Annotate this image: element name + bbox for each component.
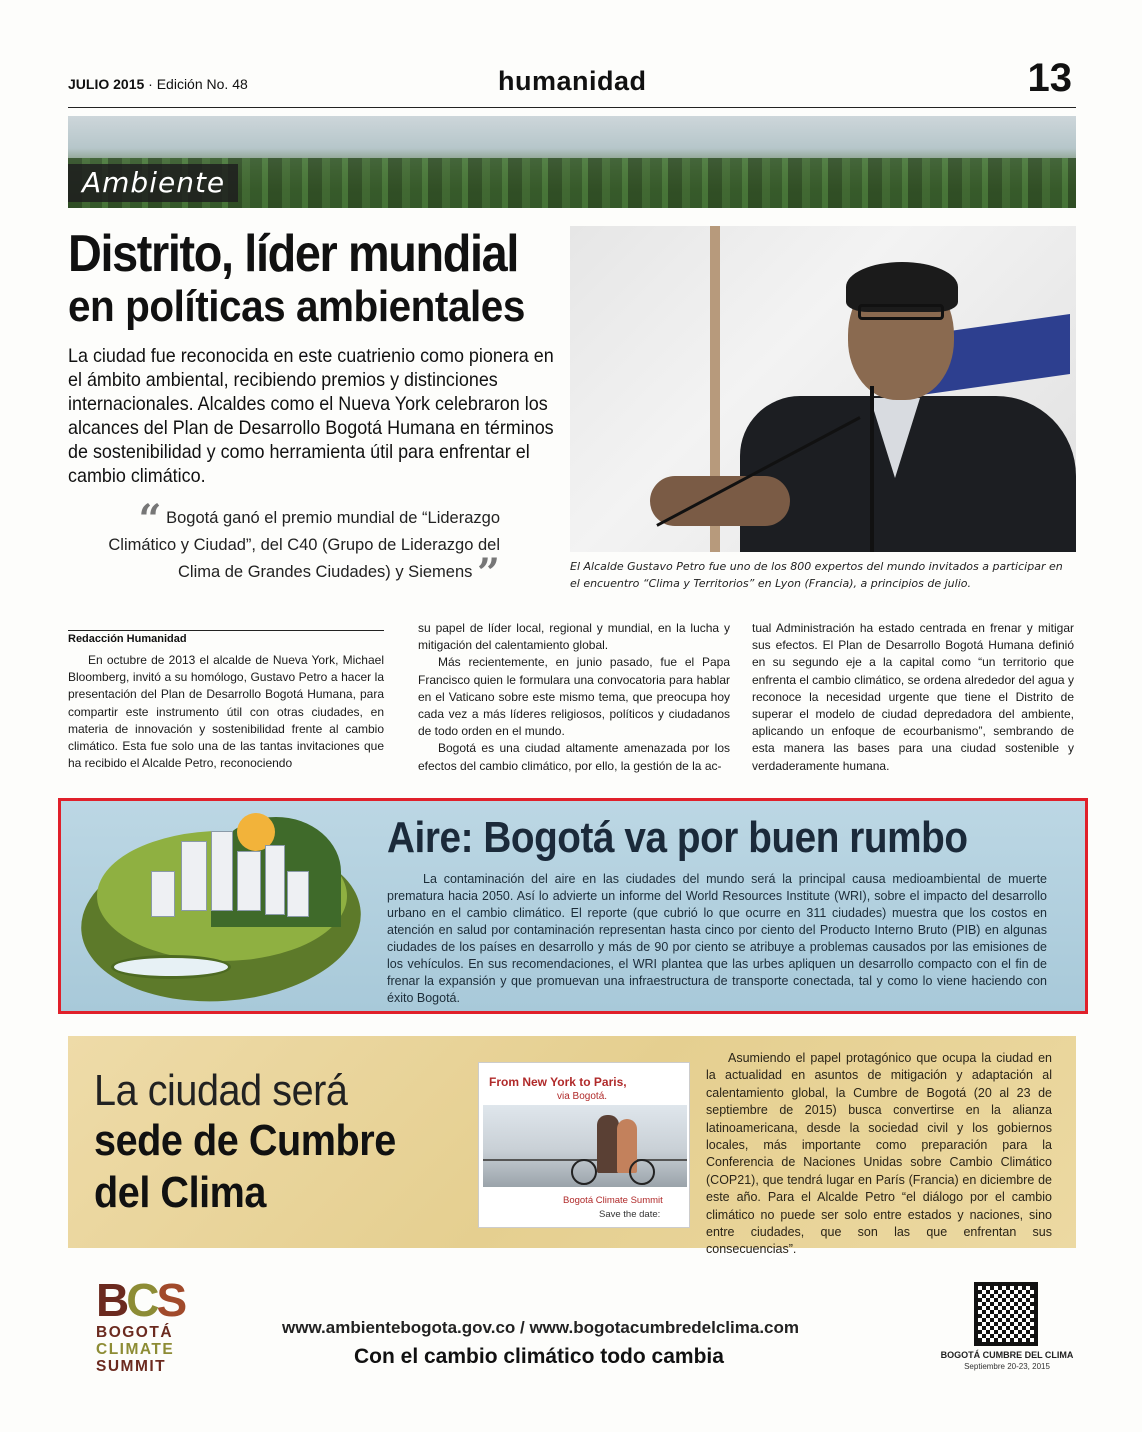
logo-line-summit: SUMMIT (96, 1358, 167, 1375)
poster-save-date: Save the date: (599, 1209, 661, 1220)
building-icon (287, 871, 309, 917)
poster-person (597, 1115, 619, 1173)
article-paragraph: Bogotá es una ciudad altamente amenazada por los efectos del cambio climático, por ello, la gestión de la ac- (418, 741, 730, 773)
qr-date: Septiembre 20-23, 2015 (964, 1362, 1050, 1371)
bicycle-wheel-icon (629, 1159, 655, 1185)
cumbre-headline-line1: La ciudad será (94, 1066, 348, 1115)
microphone-stand (870, 386, 874, 552)
article-paragraph: su papel de líder local, regional y mundial, en la lucha y mitigación del calentamiento global. (418, 621, 730, 653)
pull-quote-text: Bogotá ganó el premio mundial de “Liderazgo Climático y Ciudad”, del C40 (Grupo de Liderazgo del Clima de Grandes Ciudades) y Siemens (108, 509, 500, 581)
section-name: humanidad (498, 66, 647, 96)
aire-headline-rest: Bogotá va por buen rumbo (483, 813, 968, 862)
aire-headline (387, 813, 968, 863)
footer-slogan: Con el cambio climático todo cambia (354, 1345, 724, 1368)
section-tag: Ambiente (68, 164, 238, 202)
bcs-logo (96, 1276, 216, 1375)
article-headline-light: en políticas ambientales (68, 282, 525, 331)
edition-date (68, 76, 248, 92)
masthead (68, 56, 1076, 108)
logo-letter-s: S (156, 1274, 185, 1326)
cumbre-body: Asumiendo el papel protagónico que ocupa la ciudad en la actualidad en asuntos de mitigación y adaptación al calentamiento global, la Cumbre de Bogotá (20 al 23 de septiembre de 2015) busca convertirse en la alianza latinoamericana, desde la sociedad civil y los gobiernos locales, más importante como preparación para la Conferencia de Naciones Unidas sobre Cambio Climático (COP21), que tendrá lugar en París (Francia) en diciembre de este año. Para el Alcalde Petro “el diálogo por el cambio climático no puede ser solo entre estados y naciones, sino entre ciudades, que son las que enfrentan sus consecuencias”. (706, 1051, 1052, 1257)
article-headline-bold: Distrito, líder mundial (68, 225, 518, 283)
lake-icon (111, 955, 231, 979)
article-column-2 (418, 620, 730, 775)
article-paragraph: En octubre de 2013 el alcalde de Nueva York, Michael Bloomberg, invitó a su homólogo, Gustavo Petro a hacer la presentación del Plan de Desarrollo Bogotá Humana, para compartir este instrumento útil con otras ciudades, en materia de innovación y sostenibilidad frente al cambio climático. Esta fue solo una de las tantas invitaciones que ha recibido el Alcalde Petro, reconociendo (68, 653, 384, 771)
quote-close-icon: ” (476, 550, 500, 597)
qr-label: BOGOTÁ CUMBRE DEL CLIMA (940, 1350, 1074, 1360)
qr-code-icon[interactable] (974, 1282, 1038, 1346)
article-column-1 (68, 652, 384, 772)
logo-line-bogota: BOGOTÁ (96, 1324, 174, 1341)
cumbre-sidebar (68, 1036, 1076, 1257)
aire-sidebar (58, 798, 1088, 1014)
photo-speaker-glasses (858, 304, 944, 320)
logo-letter-b: B (96, 1274, 127, 1326)
building-icon (151, 871, 175, 917)
summit-poster (478, 1062, 690, 1228)
article-paragraph: tual Administración ha estado centrada en frenar y mitigar sus efectos. El Plan de Desarrollo Bogotá Humana definió en su segundo eje a la capital como “un territorio que enfrenta el cambio climático, se ordena alrededor del agua y reconoce la necesidad urgente que tiene el Distrito de superar el modelo de ciudad depredadora del ambiente, aplicando un enfoque de ecourbanismo”, sembrando de esta manera las bases para una ciudad sostenible y verdaderamente humana. (752, 621, 1074, 773)
bicycle-wheel-icon (571, 1159, 597, 1185)
logo-line-climate: CLIMATE (96, 1341, 175, 1358)
section-banner (68, 116, 1076, 208)
issue-month: JULIO 2015 (68, 76, 145, 92)
mayor-photo (570, 226, 1076, 552)
logo-letter-c: C (126, 1274, 157, 1326)
quote-open-icon: “ (138, 496, 162, 543)
cumbre-headline-line2: sede de Cumbre (94, 1116, 396, 1165)
building-icon (265, 845, 285, 915)
article-paragraph: Más recientemente, en junio pasado, fue el Papa Francisco quien le formulara una convocatoria para hablar en el Vaticano sobre este mismo tema, que preocupa hoy cada vez a más líderes religiosos, políticos y ciudadanos de todo orden en el mundo. (418, 655, 730, 739)
poster-event: Bogotá Climate Summit (563, 1195, 663, 1206)
building-icon (181, 841, 207, 911)
photo-caption: El Alcalde Gustavo Petro fue uno de los 800 expertos del mundo invitados a participar en el encuentro “Clima y Territorios” en Lyon (Francia), a principios de julio. (570, 560, 1063, 590)
bcs-logo-mark (96, 1276, 216, 1324)
issue-edition: · Edición No. 48 (148, 76, 248, 92)
article-byline: Redacción Humanidad (68, 630, 384, 645)
article-column-3 (752, 620, 1074, 775)
building-icon (211, 831, 233, 911)
pull-quote (100, 496, 500, 597)
footer-urls[interactable]: www.ambientebogota.gov.co / www.bogotacumbredelclima.com (282, 1318, 799, 1337)
poster-title: From New York to Paris, (489, 1075, 627, 1089)
aire-headline-bold: Aire: (387, 813, 474, 862)
aire-body: La contaminación del aire en las ciudades del mundo será la principal causa medioambiental de muerte prematura hacia 2050. Así lo advierte un informe del World Resources Institute (WRI), sobre el impacto del desarrollo urbano en el cambio climático. El reporte (que cubrió lo que ocurre en 311 ciudades) muestra que los costos en atención en salud por contaminación representan hasta cinco por ciento del Producto Interno Bruto (PIB) en algunas ciudades de los países en desarrollo y más de 90 por ciento se atribuye a problemas causados por las emisiones de los vehículos. En sus recomendaciones, el WRI plantea que las urbes apliquen un desarrollo compacto con el fin de frenar la expansión y que promuevan una infraestructura de transporte conectada, tal y como lo viene haciendo con éxito Bogotá. (387, 872, 1047, 1005)
building-icon (237, 851, 261, 911)
cumbre-headline-line3: del Clima (94, 1168, 267, 1217)
article-lede: La ciudad fue reconocida en este cuatrienio como pionera en el ámbito ambiental, recibiendo premios y distinciones internacionales. Alcaldes como el Nueva York celebraron los alcances del Plan de Desarrollo Bogotá Humana en términos de sostenibilidad y como herramienta útil para enfrentar el cambio climático. (68, 345, 554, 487)
poster-subtitle: via Bogotá. (557, 1091, 608, 1102)
page-number: 13 (1027, 56, 1072, 100)
